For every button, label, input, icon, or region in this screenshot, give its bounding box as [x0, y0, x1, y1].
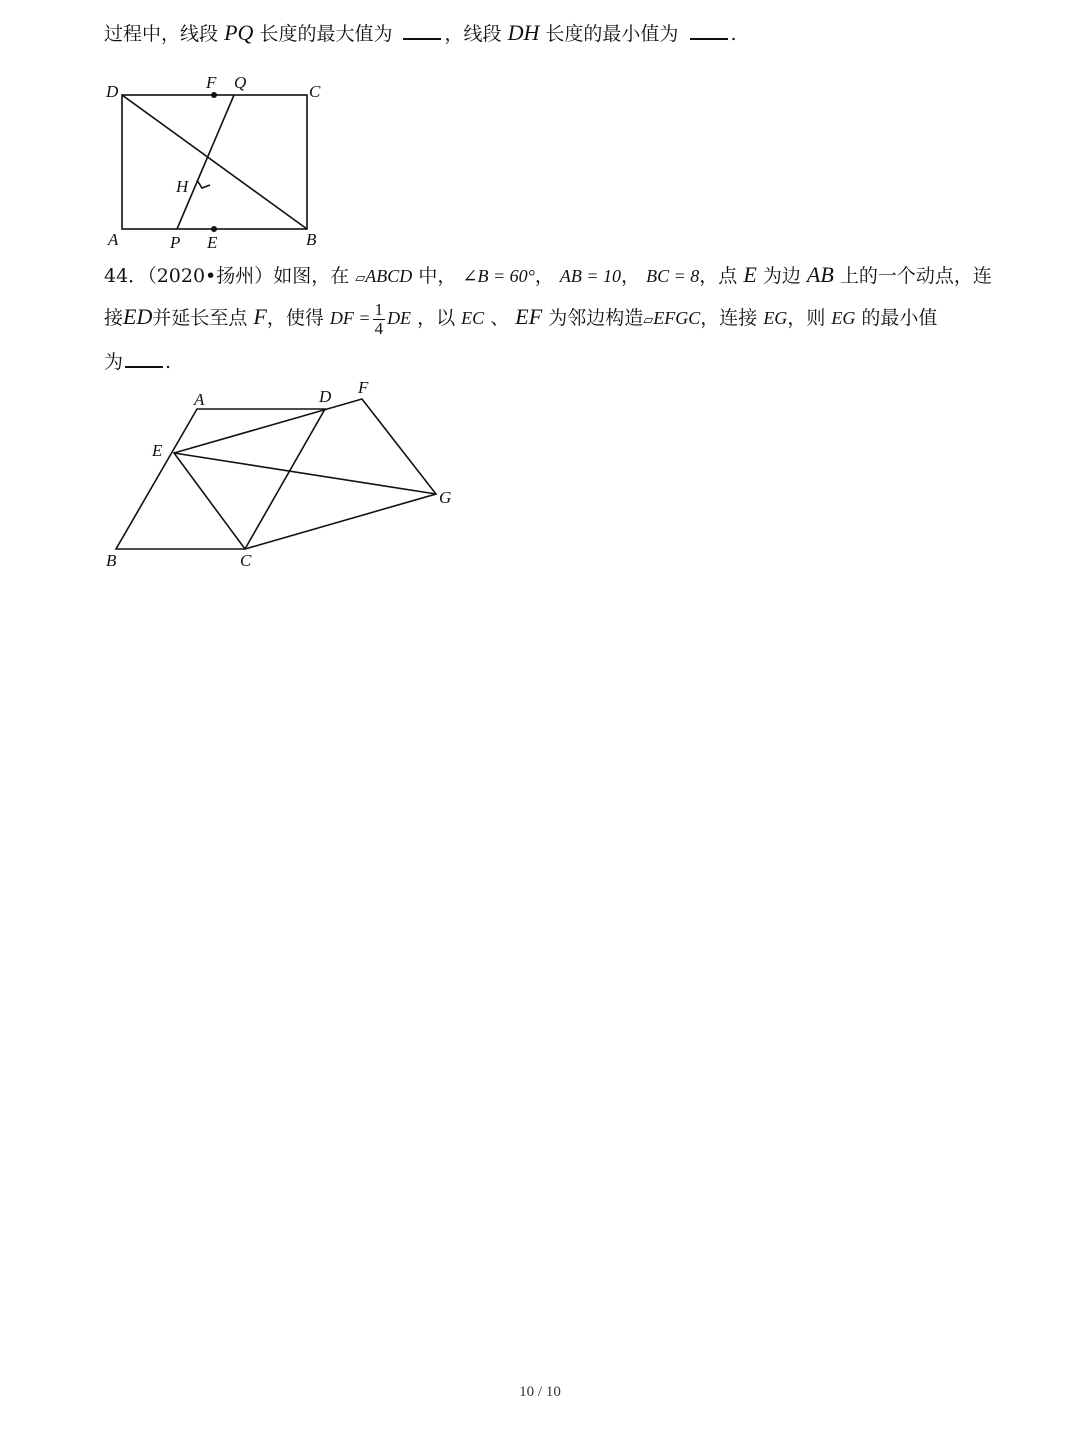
text-wei-bian: 为边 [762, 265, 801, 287]
ed-symbol: ED [123, 304, 153, 329]
text-zhong: 中， [418, 265, 457, 287]
problem-44-line-3 [104, 348, 171, 375]
fraction-numerator: 1 [374, 299, 384, 319]
fig2-label-e: E [152, 441, 163, 460]
df-equation: DF = [329, 308, 371, 328]
pq-symbol: PQ [224, 20, 254, 45]
point-f [211, 92, 217, 98]
sep-2: ， [621, 265, 641, 287]
text-extend: 并延长至点 [152, 307, 248, 329]
fraction-denominator: 4 [374, 318, 384, 338]
parallelogram-symbol-2: ▱ [643, 313, 654, 328]
answer-blank-3[interactable] [125, 348, 163, 368]
figure-parallelograms [100, 374, 470, 574]
intro-text-3: ，线段 [444, 23, 502, 45]
label-f: F [206, 73, 217, 92]
figure-rectangle [100, 68, 340, 252]
segment-pq [177, 95, 234, 229]
bc-condition: BC = 8 [646, 266, 700, 286]
problem-number: 44． [104, 265, 148, 287]
ec-symbol: EC [461, 308, 485, 328]
diagonal-db [122, 95, 307, 229]
problem-44-line-2 [104, 300, 937, 338]
answer-blank-2[interactable] [690, 20, 728, 40]
text-wei: 为 [104, 351, 124, 373]
fig2-label-a: A [194, 390, 205, 409]
fig2-label-b: B [106, 551, 117, 570]
right-angle-mark [197, 180, 210, 188]
intro-text-4: 长度的最小值为 [545, 23, 679, 45]
page-number: 10 / 10 [519, 1384, 561, 1400]
label-e: E [207, 233, 218, 252]
text-dian: ，点 [699, 265, 738, 287]
de-symbol: DE [387, 308, 412, 328]
fig2-label-g: G [439, 488, 452, 507]
label-c: C [309, 82, 321, 101]
intro-text-1: 过程中，线段 [104, 23, 219, 45]
fig2-label-c: C [240, 551, 252, 570]
label-h: H [176, 177, 189, 196]
text-dun: 、 [490, 307, 510, 329]
sep-1: ， [534, 265, 554, 287]
intro-end: . [730, 23, 737, 45]
text-min: 的最小值 [861, 307, 938, 329]
dh-symbol: DH [507, 20, 540, 45]
text-rest-1: 上的一个动点，连 [839, 265, 992, 287]
problem-end: . [165, 351, 172, 373]
intro-line [104, 20, 737, 47]
text-ze: ，则 [787, 307, 826, 329]
text-jie: 接 [104, 307, 124, 329]
eg-symbol-2: EG [831, 308, 856, 328]
label-q: Q [234, 73, 247, 92]
label-b: B [306, 230, 317, 249]
ef-symbol: EF [515, 304, 543, 329]
segment-eg [174, 453, 436, 494]
label-d: D [106, 82, 119, 101]
f-symbol: F [253, 304, 267, 329]
abcd-symbol: ABCD [365, 266, 413, 286]
parallelogram-symbol: ▱ [355, 271, 366, 286]
intro-text-2: 长度的最大值为 [259, 23, 393, 45]
point-e [211, 226, 217, 232]
parallelogram-abcd [116, 409, 325, 549]
problem-source: （2020•扬州）如图，在 [147, 265, 350, 287]
fraction-one-quarter [373, 301, 386, 338]
text-lianjie: ，连接 [700, 307, 758, 329]
label-a: A [108, 230, 119, 249]
text-shide: ，使得 [266, 307, 324, 329]
fig2-label-f: F [358, 378, 369, 397]
label-p: P [170, 233, 181, 252]
text-construct: 为邻边构造 [548, 307, 644, 329]
ab-symbol: AB [806, 262, 834, 287]
fig2-label-d: D [319, 387, 332, 406]
eg-symbol: EG [763, 308, 788, 328]
efgc-symbol: EFGC [653, 308, 701, 328]
problem-44-line-1 [104, 262, 992, 292]
answer-blank-1[interactable] [403, 20, 441, 40]
e-symbol: E [743, 262, 757, 287]
angle-b-condition: ∠B = 60° [462, 266, 535, 286]
text-yi: ，以 [417, 307, 456, 329]
ab-condition: AB = 10 [559, 266, 622, 286]
